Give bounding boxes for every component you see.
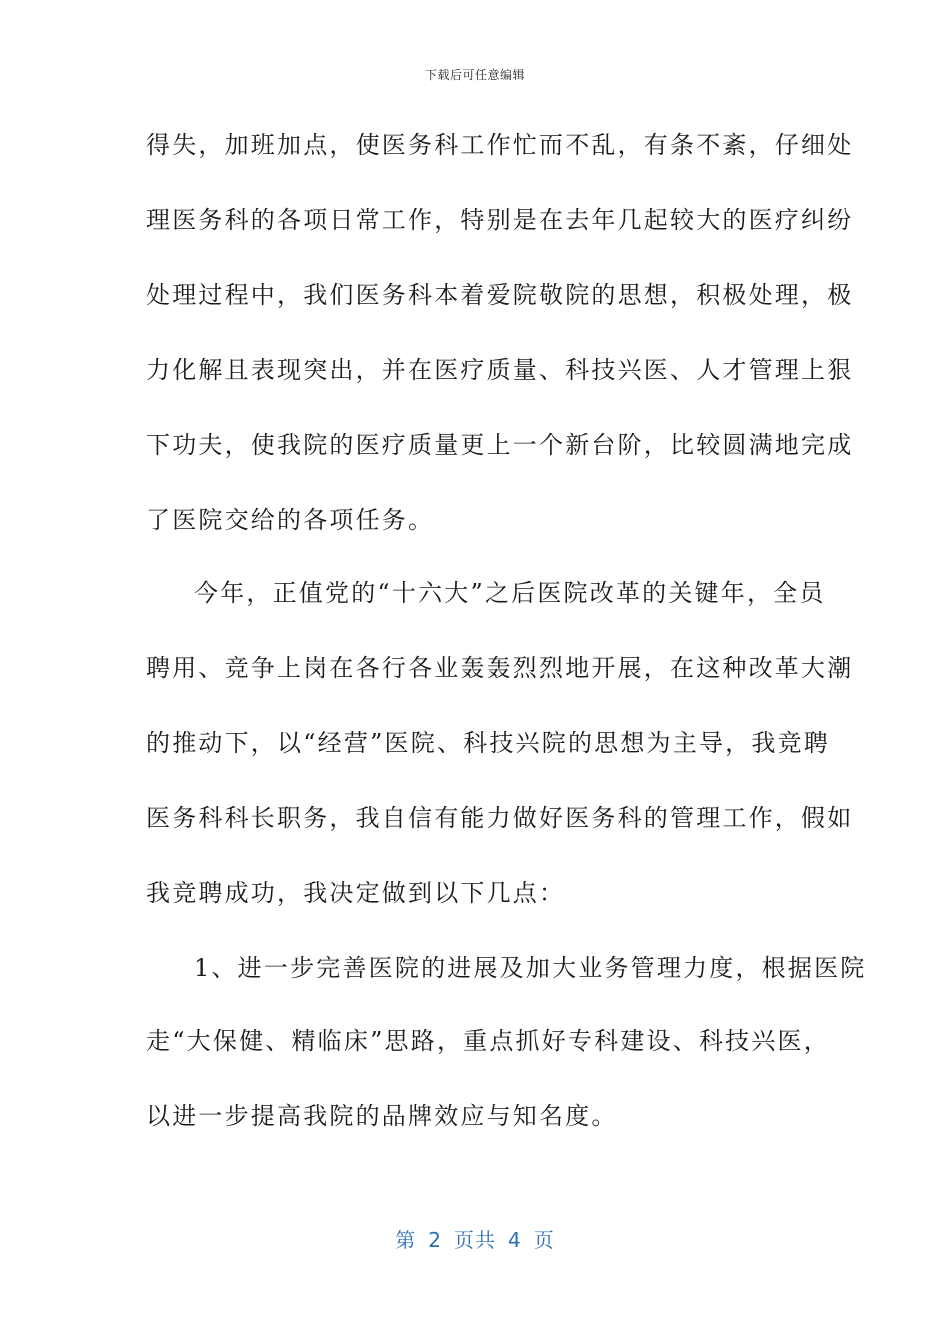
text-line: 走“大保健、精临床”思路，重点抓好专科建设、科技兴医， — [146, 1027, 830, 1055]
text-line: 的推动下，以“经营”医院、科技兴院的思想为主导，我竞聘 — [146, 729, 830, 757]
text-line: 今年，正值党的“十六大”之后医院改革的关键年，全员 — [194, 579, 826, 607]
total-page-number: 4 — [508, 1228, 522, 1252]
text-line: 理医务科的各项日常工作，特别是在去年几起较大的医疗纠纷 — [146, 206, 854, 234]
text-line: 力化解且表现突出，并在医疗质量、科技兴医、人才管理上狠 — [146, 356, 854, 384]
text-line: 以进一步提高我院的品牌效应与知名度。 — [146, 1102, 618, 1130]
text-line: 1、进一步完善医院的进展及加大业务管理力度，根据医院 — [194, 954, 867, 982]
text-line: 我竞聘成功，我决定做到以下几点： — [146, 879, 566, 907]
text-line: 下功夫，使我院的医疗质量更上一个新台阶，比较圆满地完成 — [146, 431, 854, 459]
text-line: 聘用、竞争上岗在各行各业轰轰烈烈地开展，在这种改革大潮 — [146, 654, 854, 682]
footer-middle: 页共 — [454, 1228, 496, 1252]
header-note: 下载后可任意编辑 — [424, 68, 525, 82]
text-line: 医务科科长职务，我自信有能力做好医务科的管理工作，假如 — [146, 804, 854, 832]
page-footer — [0, 1224, 950, 1253]
text-line: 处理过程中，我们医务科本着爱院敬院的思想，积极处理，极 — [146, 281, 854, 309]
current-page-number: 2 — [428, 1228, 442, 1252]
text-line: 了医院交给的各项任务。 — [146, 506, 435, 534]
footer-suffix: 页 — [533, 1228, 555, 1252]
footer-prefix: 第 — [395, 1228, 417, 1252]
text-line: 得失，加班加点，使医务科工作忙而不乱，有条不紊，仔细处 — [146, 131, 854, 159]
